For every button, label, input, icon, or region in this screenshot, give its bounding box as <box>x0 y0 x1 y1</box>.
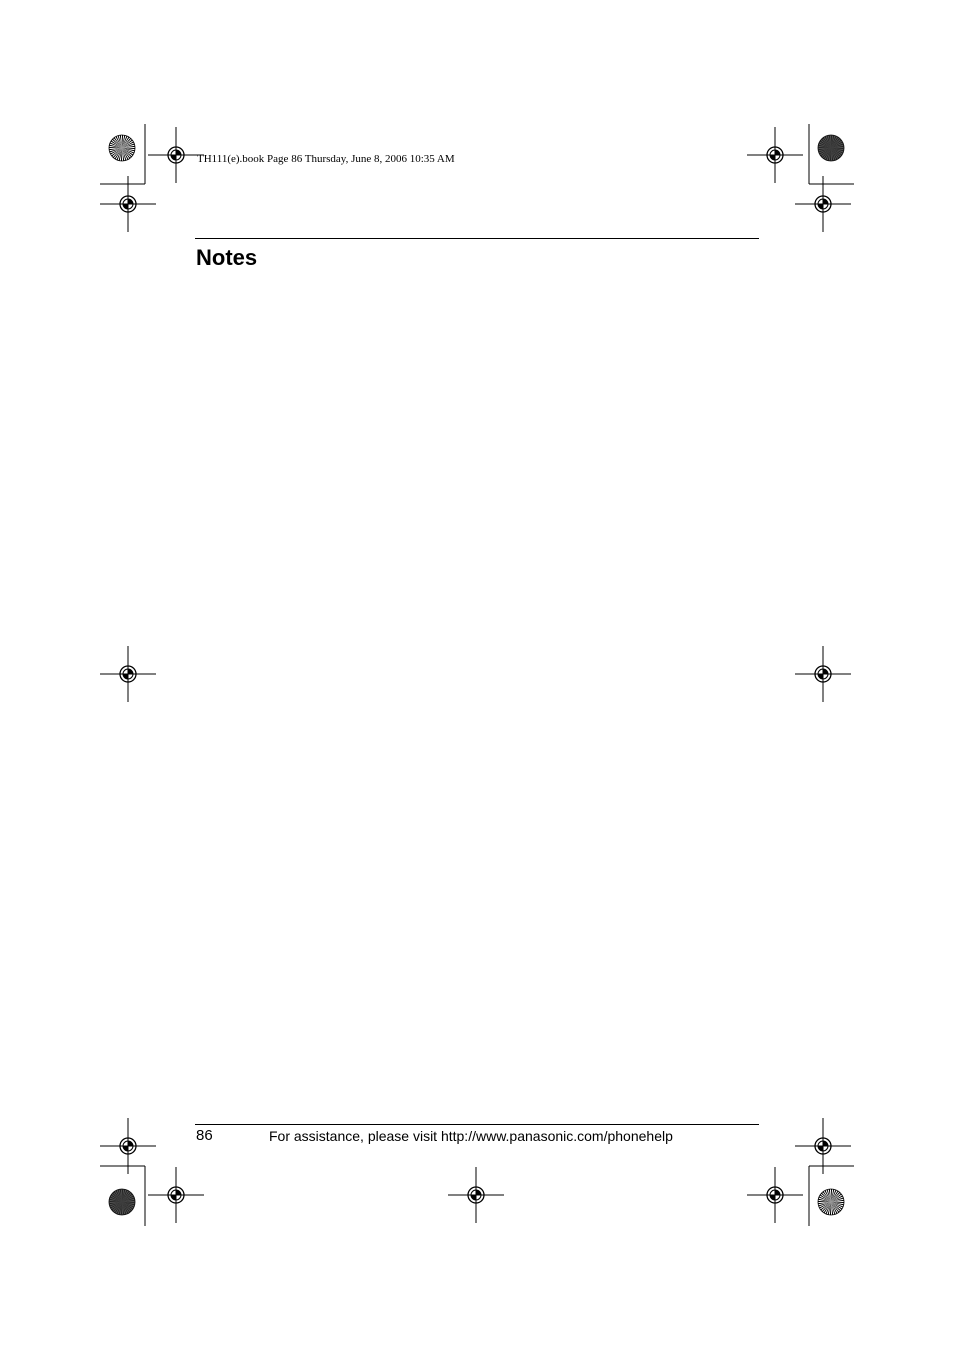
registration-mark-icon <box>100 646 156 702</box>
registration-mark-icon <box>795 646 851 702</box>
color-wheel-icon <box>109 135 135 161</box>
assistance-text: For assistance, please visit http://www.panasonic.com/phonehelp <box>269 1128 673 1144</box>
registration-mark-icon <box>148 1167 204 1223</box>
registration-mark-icon <box>148 127 204 183</box>
footer-rule <box>195 1124 759 1125</box>
registration-mark-icon <box>448 1167 504 1223</box>
registration-mark-icon <box>747 127 803 183</box>
page-title: Notes <box>196 245 258 270</box>
color-wheel-icon <box>109 1189 135 1215</box>
registration-mark-icon <box>747 1167 803 1223</box>
print-slug: TH111(e).book Page 86 Thursday, June 8, 2006 10:35 AM <box>197 153 455 165</box>
page-number: 86 <box>196 1127 213 1144</box>
heading-rule <box>195 238 759 239</box>
color-wheel-icon <box>818 135 844 161</box>
color-wheel-icon <box>818 1189 844 1215</box>
